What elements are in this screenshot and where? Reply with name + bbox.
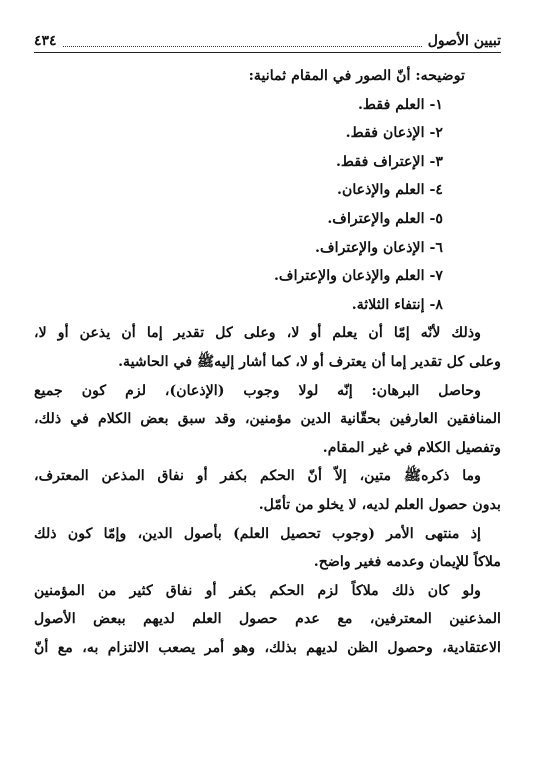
body-text [34, 62, 501, 662]
list-item: ٣- الإعتراف فقط. [335, 153, 443, 170]
page-number: ٤٣٤ [34, 33, 57, 49]
paragraph-line: المنافقين العارفين بحقّانية الدين مؤمنين، وقد سبق بعض الكلام في ذلك، [34, 411, 501, 428]
paragraph-line: ولو كان ذلك ملاكاً لزم الحكم بكفر أو نفاق كثير من المؤمنين [34, 582, 481, 599]
paragraph-line: ملاكاً للإيمان وعدمه فغير واضح. [313, 554, 501, 571]
paragraph-line: الاعتقادية، وحصول الظن لديهم بذلك، وهو أمر يصعب الالتزام به، مع أنّ [34, 639, 501, 656]
list-item: ٧- العلم والإذعان والإعتراف. [273, 268, 443, 285]
paragraph-line: وعلى كل تقدير إما أن يعترف أو لا، كما أشار إليهﷺ في الحاشية. [118, 353, 501, 370]
paragraph-line: وحاصل البرهان: إنّه لولا وجوب (الإذعان)، لزم كون جميع [34, 382, 481, 399]
paragraph-line: إذ منتهى الأمر (وجوب تحصيل العلم) بأصول الدين، وإمّا كون ذلك [34, 525, 481, 542]
paragraph-line: وذلك لأنّه إمّا أن يعلم أو لا، وعلى كل تقدير إما أن يذعن أو لا، [34, 325, 481, 342]
running-header [34, 30, 501, 53]
paragraph-line: بدون حصول العلم لديه، لا يخلو من تأمّل. [258, 496, 501, 513]
paragraph-line: وما ذكرهﷺ متين، إلاّ أنّ الحكم بكفر أو نفاق المذعن المعترف، [34, 468, 481, 485]
paragraph-line: المذعنين المعترفين، مع عدم حصول العلم لديهم ببعض الأصول [34, 611, 501, 628]
header-dot-leader [63, 36, 422, 47]
list-item: ٦- الإذعان والإعتراف. [315, 239, 443, 256]
list-item: ٤- العلم والإذعان. [337, 182, 443, 199]
intro-line: توضيحه: أنّ الصور في المقام ثمانية: [248, 68, 465, 84]
running-title: تبيين الأصول [427, 33, 501, 49]
list-item: ١- العلم فقط. [357, 96, 443, 113]
list-item: ٨- إنتفاء الثلاثة. [351, 296, 443, 313]
list-item: ٢- الإذعان فقط. [345, 125, 443, 142]
paragraph-line: وتفصيل الكلام في غير المقام. [322, 439, 501, 456]
list-item: ٥- العلم والإعتراف. [327, 210, 443, 227]
